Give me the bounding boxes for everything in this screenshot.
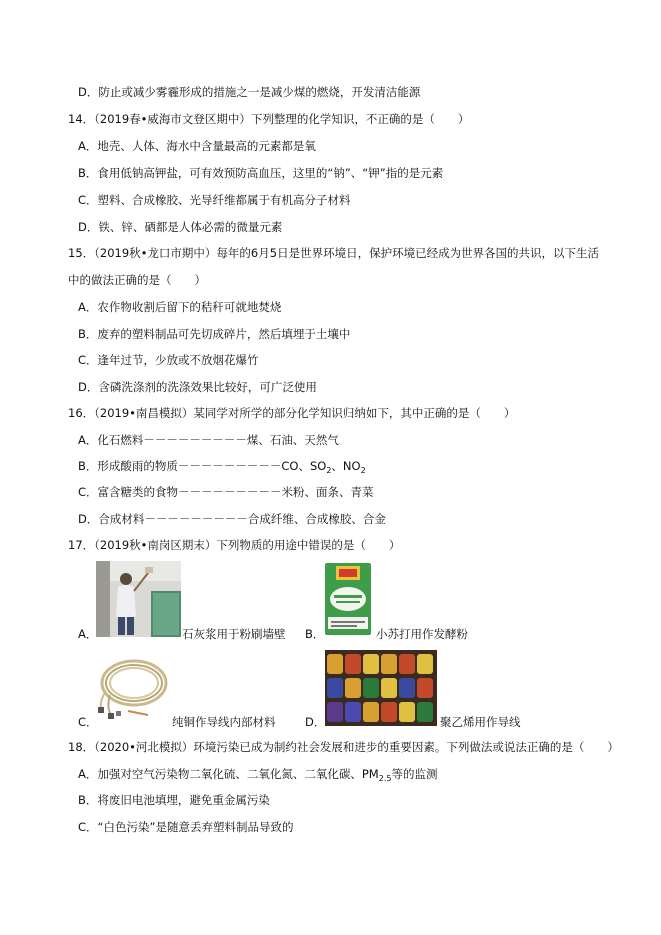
q16-option-c: C．富含糖类的食物－－－－－－－－－米粉、面条、青菜 xyxy=(78,485,374,499)
cable-spools-photo xyxy=(325,650,437,726)
q17-option-c-letter: C． xyxy=(78,715,98,729)
q17-option-a-caption: 石灰浆用于粉刷墙壁 xyxy=(182,627,286,641)
q15-option-c: C．逢年过节，少放或不放烟花爆竹 xyxy=(78,353,259,367)
q18-option-c: C．“白色污染”是随意丢弃塑料制品导致的 xyxy=(78,820,294,834)
baking-soda-package-photo xyxy=(322,561,374,637)
q18-option-a xyxy=(78,766,437,787)
q18-option-a-text: A．加强对空气污染物二氧化硫、二氧化氮、二氧化碳、PM xyxy=(78,767,379,781)
q15-option-d: D．含磷洗涤剂的洗涤效果比较好，可广泛使用 xyxy=(78,380,317,394)
q18-option-a-tail: 等的监测 xyxy=(391,767,438,781)
baking-soda-drawing xyxy=(322,561,374,637)
q15-stem-line2: 中的做法正确的是（ ） xyxy=(68,273,206,287)
q17-stem: 17．（2019秋•南岗区期末）下列物质的用途中错误的是（ ） xyxy=(68,538,401,552)
q15-stem-line1: 15．（2019秋•龙口市期中）每年的6月5日是世界环境日，保护环境已经成为世界各国的共识，以下生活 xyxy=(68,246,600,260)
q17-option-b-letter: B． xyxy=(305,627,325,641)
painter-brushing-wall-photo xyxy=(96,561,181,637)
q15-option-b: B．废弃的塑料制品可先切成碎片，然后填埋于土壤中 xyxy=(78,327,351,341)
q16-option-b xyxy=(78,458,366,479)
wire-coil-drawing xyxy=(88,651,174,723)
q16-option-d: D．合成材料－－－－－－－－－合成纤维、合成橡胶、合金 xyxy=(78,512,386,526)
cable-spools-drawing xyxy=(325,650,437,726)
q14-option-a: A．地壳、人体、海水中含量最高的元素都是氧 xyxy=(78,139,316,153)
q14-option-c: C．塑料、合成橡胶、光导纤维都属于有机高分子材料 xyxy=(78,193,351,207)
q17-option-a-letter: A． xyxy=(78,627,98,641)
painter-photo-drawing xyxy=(96,561,181,637)
q14-stem: 14．（2019春•威海市文登区期中）下列整理的化学知识，不正确的是（ ） xyxy=(68,112,470,126)
q16-option-a: A．化石燃料－－－－－－－－－煤、石油、天然气 xyxy=(78,433,339,447)
q18-stem: 18．（2020•河北模拟）环境污染已成为制约社会发展和进步的重要因素。下列做法或说法正确的是（ ） xyxy=(68,740,619,754)
q17-option-c-caption: 纯铜作导线内部材料 xyxy=(172,715,276,729)
copper-wire-coil-photo xyxy=(88,651,174,723)
q13-option-d: D．防止或减少雾霾形成的措施之一是减少煤的燃烧，开发清洁能源 xyxy=(78,85,421,99)
q16-stem: 16．（2019•南昌模拟）某同学对所学的部分化学知识归纳如下，其中正确的是（ ） xyxy=(68,406,516,420)
q16-option-b-text2: 、NO xyxy=(331,459,361,473)
subscript: 2.5 xyxy=(378,774,392,783)
subscript: 2 xyxy=(326,466,332,475)
q17-option-b-caption: 小苏打用作发酵粉 xyxy=(376,627,468,641)
q14-option-d: D．铁、锌、硒都是人体必需的微量元素 xyxy=(78,220,283,234)
q16-option-b-text: B．形成酸雨的物质－－－－－－－－－CO、SO xyxy=(78,459,327,473)
q14-option-b: B．食用低钠高钾盐，可有效预防高血压，这里的“钠”、“钾”指的是元素 xyxy=(78,166,444,180)
q17-option-d-caption: 聚乙烯用作导线 xyxy=(440,715,521,729)
q15-option-a: A．农作物收割后留下的秸秆可就地焚烧 xyxy=(78,300,282,314)
q18-option-b: B．将废旧电池填埋，避免重金属污染 xyxy=(78,793,270,807)
subscript: 2 xyxy=(360,466,366,475)
q17-option-d-letter: D． xyxy=(305,715,326,729)
